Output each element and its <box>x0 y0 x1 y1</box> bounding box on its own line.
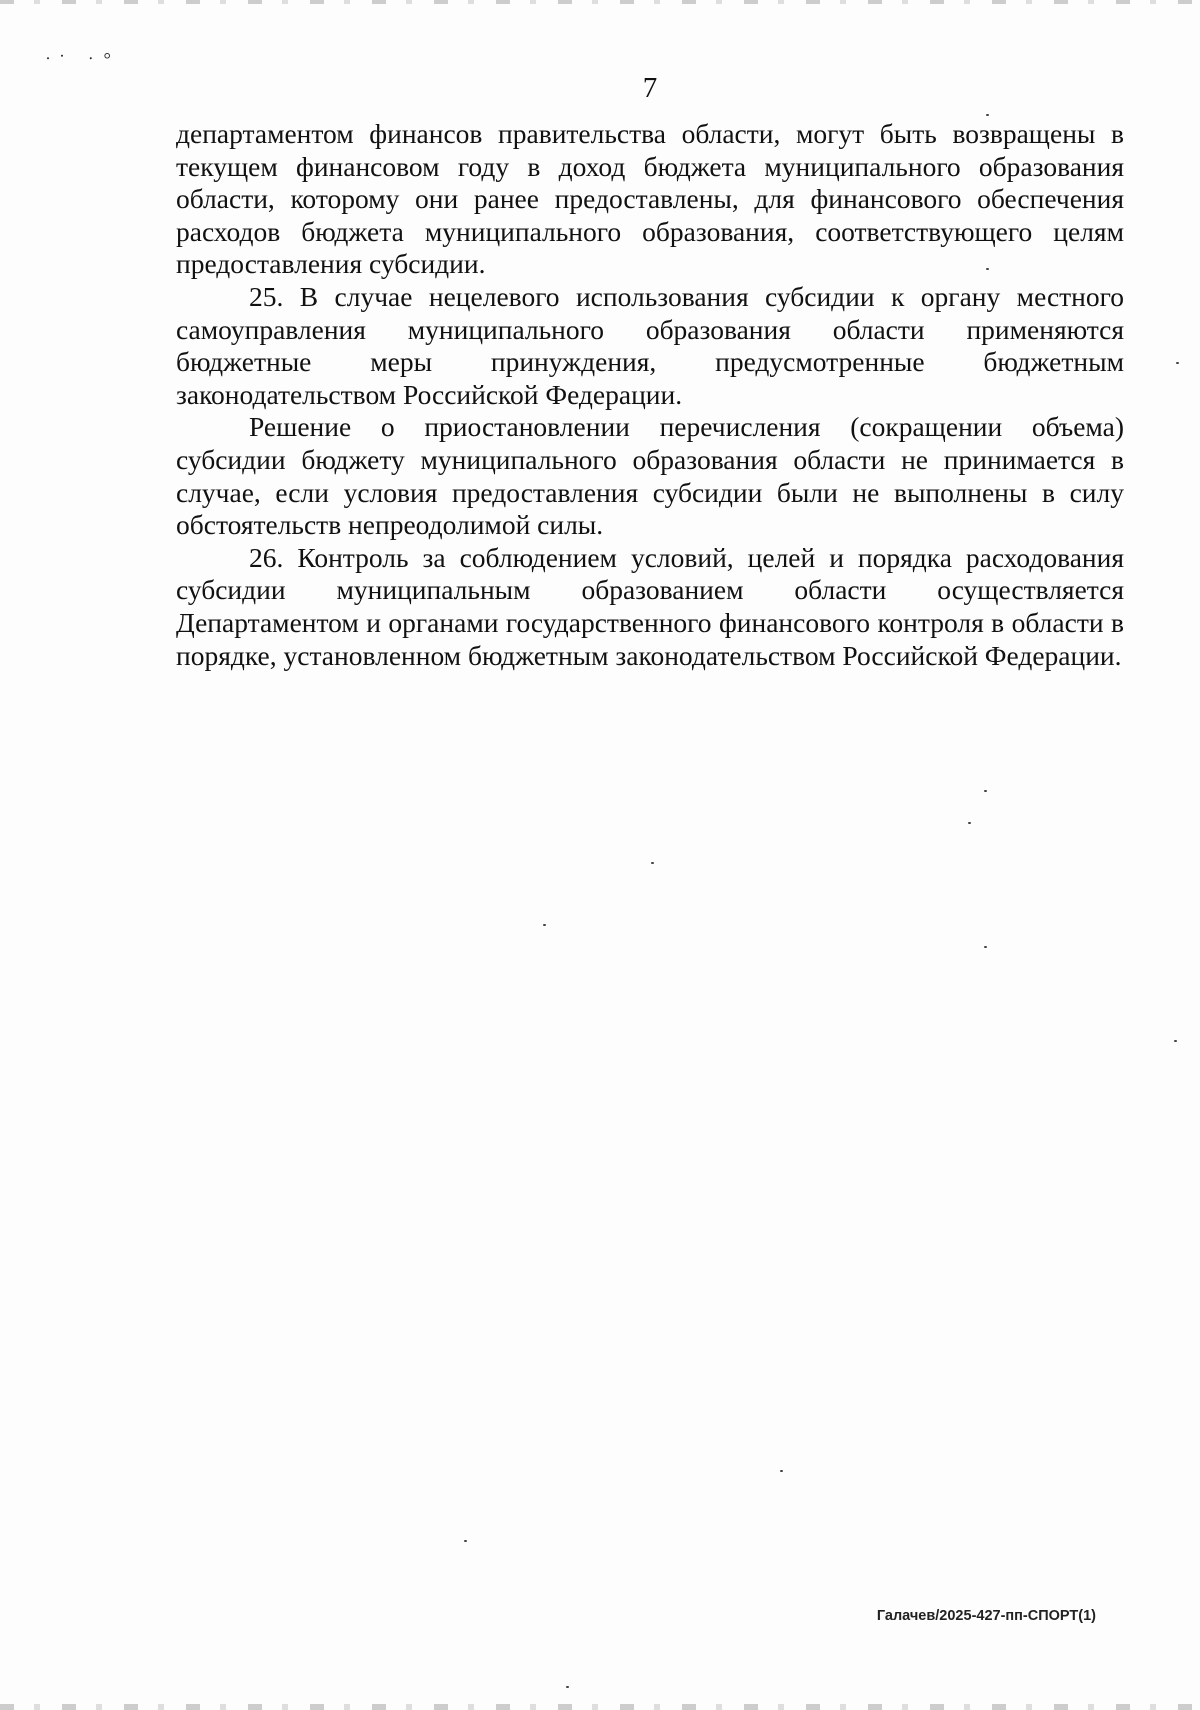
scan-speck <box>986 268 989 270</box>
scan-speck <box>1176 362 1179 364</box>
scan-speck <box>986 114 989 116</box>
scan-edge-bottom <box>0 1704 1200 1710</box>
scan-artifact-mark: ⸳⸱ ⸳⸰ <box>46 47 122 65</box>
document-body <box>176 118 1124 672</box>
page-number: 7 <box>642 72 658 104</box>
scan-speck <box>984 790 987 792</box>
paragraph-clause-26: 26. Контроль за соблюдением условий, целей и порядка расходования субсидии муниципальным образованием области осуществляется Департаментом и органами государственного финансового контроля в области в порядке, установленном бюджетным законодательством Российской Федерации. <box>176 541 1124 671</box>
scan-speck <box>543 924 546 926</box>
paragraph-clause-25: 25. В случае нецелевого использования субсидии к органу местного самоуправления муниципального образования области применяются бюджетные меры принуждения, предусмотренные бюджетным законодательством Российской Федерации. <box>176 280 1124 410</box>
scan-speck <box>1174 1040 1177 1042</box>
scan-speck <box>984 946 987 948</box>
paragraph-suspension-decision: Решение о приостановлении перечисления (сокращении объема) субсидии бюджету муниципального образования области не принимается в случае, если условия предоставления субсидии были не выполнены в силу обстоятельств непреодолимой силы. <box>176 411 1124 541</box>
scan-speck <box>464 1540 467 1542</box>
paragraph-continuation: департаментом финансов правительства области, могут быть возвращены в текущем финансовом году в доход бюджета муниципального образования области, которому они ранее предоставлены, для финансового обеспечения расходов бюджета муниципального образования, соответствующего целям предоставления субсидии. <box>176 118 1124 280</box>
document-registration-code: Галачев/2025-427-пп-СПОРТ(1) <box>876 1608 1096 1624</box>
scan-speck <box>566 1686 569 1688</box>
scan-speck <box>780 1470 783 1472</box>
scan-speck <box>651 862 654 864</box>
scan-speck <box>968 822 971 824</box>
scan-edge-top <box>0 0 1200 4</box>
